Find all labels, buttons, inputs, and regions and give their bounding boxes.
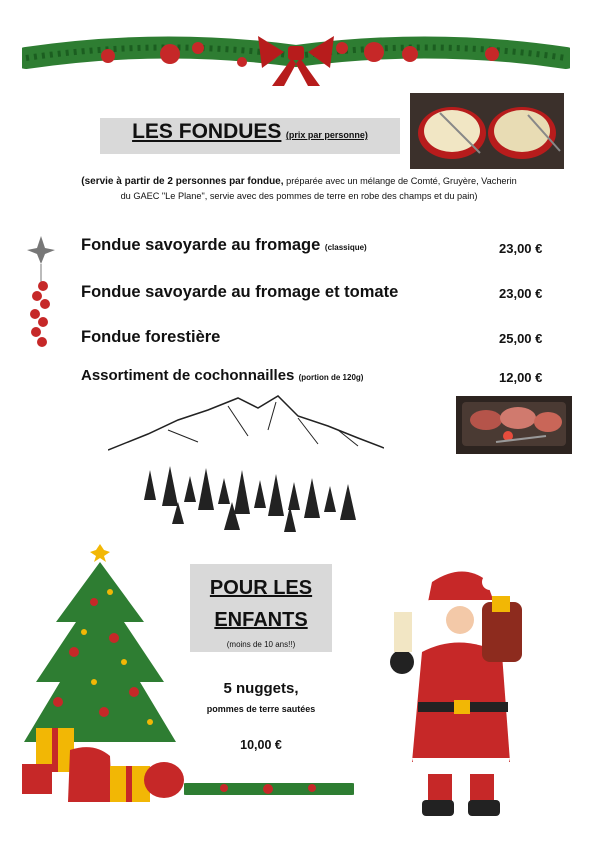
title-text: LES FONDUES: [132, 120, 282, 143]
kids-note: (moins de 10 ans!!): [226, 640, 296, 649]
intro-line1: préparée avec un mélange de Comté, Gruyère, Vacherin: [283, 176, 517, 186]
charcuterie-photo-icon: [456, 396, 572, 454]
intro-text: [20, 174, 578, 204]
menu-item-price: 25,00 €: [499, 331, 543, 346]
menu-item-price: 12,00 €: [499, 370, 543, 385]
menu-item-price: 23,00 €: [499, 241, 543, 256]
kids-item-name: 5 nuggets,: [223, 680, 299, 697]
item-note: (classique): [324, 243, 367, 252]
kids-item-price: 10,00 €: [240, 738, 282, 752]
christmas-garland-icon: [22, 28, 570, 88]
intro-bold: (servie à partir de 2 personnes par fondue,: [81, 176, 284, 187]
kids-title-line2: ENFANTS: [214, 609, 308, 631]
menu-item-name: [81, 367, 363, 384]
fondue-photo-icon: [410, 93, 564, 169]
christmas-ornaments-icon: [26, 234, 56, 350]
menu-item-name: [81, 283, 398, 302]
item-name-text: Fondue savoyarde au fromage: [81, 236, 321, 254]
kids-item-sub: pommes de terre sautées: [206, 704, 316, 714]
title-note: (prix par personne): [285, 130, 368, 140]
christmas-tree-icon: [14, 542, 184, 814]
item-note: (portion de 120g): [298, 373, 364, 382]
item-name-text: Fondue savoyarde au fromage et tomate: [81, 283, 399, 301]
menu-item-price: 23,00 €: [499, 286, 543, 301]
mountain-pine-sketch-icon: [108, 390, 384, 540]
item-name-text: Fondue forestière: [81, 328, 221, 346]
christmas-garland-small-icon: [184, 778, 354, 800]
page-title: [100, 120, 400, 144]
item-name-text: Assortiment de cochonnailles: [81, 367, 295, 384]
intro-line2: du GAEC "Le Plane", servie avec des pommes de terre en robe des champs et du pain): [120, 191, 478, 201]
kids-title: [190, 572, 332, 636]
kids-title-line1: POUR LES: [209, 577, 313, 599]
menu-item-name: [81, 236, 367, 255]
menu-item-name: [81, 328, 220, 347]
santa-claus-icon: [382, 562, 540, 824]
